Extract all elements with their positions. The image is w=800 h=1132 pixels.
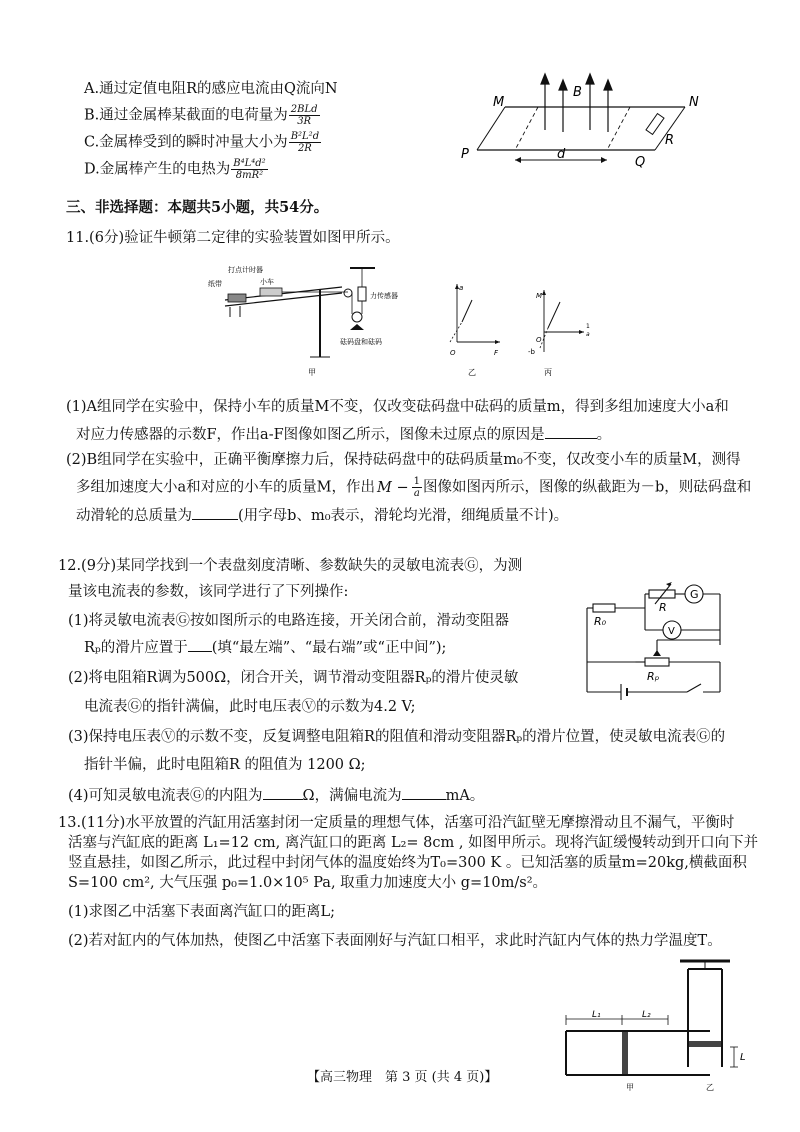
label-jia: 甲: [626, 1083, 634, 1092]
label-a-axis: a: [459, 284, 464, 292]
q12-step1-hint: (填“最左端”、“最右端”或“正中间”);: [211, 640, 447, 656]
label-cart: 小车: [260, 278, 274, 286]
label-inv-a-num: 1: [586, 323, 590, 330]
option-a: A.通过定值电阻R的感应电流由Q流向N: [84, 81, 338, 97]
q12-step4-text-a: (4)可知灵敏电流表Ⓖ的内阻为: [68, 788, 263, 804]
answer-blank[interactable]: [545, 424, 597, 439]
fraction-numerator: 2BLd: [290, 104, 318, 115]
q12-step2-a: (2)将电阻箱R调为500Ω，闭合开关，调节滑动变阻器Rₚ的滑片使灵敏: [68, 670, 519, 686]
label-V: V: [668, 626, 675, 637]
q13-line4: S=100 cm², 大气压强 p₀=1.0×10⁵ Pa, 取重力加速度大小 g=10m/s²。: [68, 875, 548, 891]
label-M-axis: M: [536, 292, 543, 300]
option-c-fraction: [289, 131, 321, 154]
label-N: N: [689, 95, 699, 110]
label-Q: Q: [635, 155, 646, 170]
q11-part2-line2: [76, 476, 751, 499]
label-L1: L₁: [592, 1010, 601, 1020]
option-b-fraction: [289, 104, 320, 127]
q11-part2-line1: (2)B组同学在实验中，正确平衡摩擦力后，保持砝码盘中的砝码质量m₀不变，仅改变小车的质量M，测得: [66, 452, 741, 468]
q12-step3-b: 指针半偏，此时电阻箱R 的阻值为 1200 Ω;: [84, 757, 366, 773]
q11-stem: 11.(6分)验证牛顿第二定律的实验装置如图甲所示。: [66, 230, 400, 246]
label-R: R: [659, 601, 667, 614]
option-d-fraction: [231, 158, 267, 181]
label-weight-tray: 砝码盘和砝码: [340, 338, 382, 346]
fraction-denominator: a: [413, 488, 420, 499]
label-tape: 纸带: [208, 280, 222, 288]
label-P: P: [461, 147, 469, 162]
fraction-denominator: 8mR²: [235, 170, 264, 181]
q11-part2-text-b: 图像如图丙所示，图像的纵截距为－b，则砝码盘和: [422, 479, 752, 496]
q12-step1-text: Rₚ的滑片应置于: [84, 640, 188, 656]
label-M: M: [493, 95, 505, 110]
fraction-denominator: 3R: [297, 116, 312, 127]
q11-part1-line1: (1)A组同学在实验中，保持小车的质量M不变，仅改变砝码盘中砝码的质量m，得到多组加速度大小a和: [66, 399, 729, 415]
label-L: L: [740, 1052, 746, 1063]
fraction-numerator: 1: [413, 476, 420, 487]
q12-step2-b: 电流表Ⓖ的指针满偏，此时电压表Ⓥ的示数为4.2 V;: [84, 699, 416, 715]
label-bing: 丙: [544, 368, 552, 377]
label-timer: 打点计时器: [228, 266, 263, 274]
q12-step4-text-b: Ω，满偏电流为: [302, 788, 402, 804]
q12-line1: 12.(9分)某同学找到一个表盘刻度清晰、参数缺失的灵敏电流表Ⓖ，为测: [58, 558, 523, 574]
q11-part2-text-a: 多组加速度大小a和对应的小车的质量M，作出: [76, 479, 375, 496]
q11-part2-line3: [76, 505, 568, 526]
answer-blank[interactable]: [188, 637, 212, 652]
option-c: [84, 131, 322, 154]
q11-part1-text: 对应力传感器的示数F，作出a-F图像如图乙所示，图像未过原点的原因是: [76, 427, 545, 443]
label-inv-a-den: a: [586, 331, 590, 338]
q13-part2: (2)若对缸内的气体加热，使图乙中活塞下表面刚好与汽缸口相平，求此时汽缸内气体的热力学温度T。: [68, 933, 722, 949]
cylinder-figures: [560, 955, 770, 1095]
label-B: B: [573, 85, 582, 100]
newton-law-apparatus-figure: [200, 262, 610, 380]
q12-step1-a: (1)将灵敏电流表Ⓖ按如图所示的电路连接，开关闭合前，滑动变阻器: [68, 613, 510, 629]
q12-step4-text-c: mA。: [445, 788, 485, 804]
label-R0: R₀: [594, 615, 607, 628]
label-Rp: Rₚ: [647, 670, 660, 683]
q13-line3: 竖直悬挂，如图乙所示，此过程中封闭气体的温度始终为T₀=300 K 。已知活塞的质量m=20kg,横截面积: [68, 855, 747, 871]
q11-part2-text-d: (用字母b、m₀表示，滑轮均光滑，细绳质量不计)。: [238, 508, 569, 524]
q11-part1-line2: [76, 424, 611, 445]
q13-line1: 13.(11分)水平放置的汽缸用活塞封闭一定质量的理想气体，活塞可沿汽缸壁无摩擦滑动且不漏气，平衡时: [58, 815, 735, 831]
label-L2: L₂: [642, 1010, 651, 1020]
q12-step1-b: [84, 637, 446, 658]
q11-part1-end: 。: [596, 427, 612, 443]
label-force-sensor: 力传感器: [370, 292, 398, 300]
circuit-diagram: [575, 580, 735, 705]
fraction-denominator: 2R: [297, 143, 312, 154]
option-b-text: B.通过金属棒某截面的电荷量为: [84, 107, 288, 124]
answer-blank[interactable]: [402, 785, 446, 800]
label-F-axis: F: [494, 349, 499, 357]
q12-step4: [68, 785, 484, 806]
q12-step3-a: (3)保持电压表Ⓥ的示数不变，反复调整电阻箱R的阻值和滑动变阻器Rₚ的滑片位置，使灵敏电流表Ⓖ的: [68, 729, 726, 745]
label-origin-2: O: [536, 336, 542, 344]
q12-line2: 量该电流表的参数，该同学进行了下列操作:: [68, 584, 349, 600]
option-b: [84, 104, 321, 127]
answer-blank[interactable]: [192, 505, 238, 520]
label-jia: 甲: [308, 368, 316, 377]
section-title: 三、非选择题：本题共5小题，共54分。: [66, 199, 329, 216]
option-d-text: D.金属棒产生的电热为: [84, 161, 231, 178]
answer-blank[interactable]: [263, 785, 303, 800]
q13-part1: (1)求图乙中活塞下表面离汽缸口的距离L;: [68, 904, 336, 920]
fraction-numerator: B²L²d: [290, 131, 320, 142]
option-c-text: C.金属棒受到的瞬时冲量大小为: [84, 134, 288, 151]
page-footer: 【高三物理 第 3 页 (共 4 页)】: [307, 1070, 498, 1085]
fraction-numerator: B⁴L⁴d²: [233, 158, 266, 169]
q11-part2-text-c: 动滑轮的总质量为: [76, 508, 192, 524]
inverse-a-fraction: [412, 476, 422, 499]
label-yi: 乙: [468, 368, 476, 377]
q13-line2: 活塞与汽缸底的距离 L₁=12 cm, 离汽缸口的距离 L₂= 8cm , 如图甲所示。现将汽缸缓慢转动到开口向下并: [68, 835, 759, 851]
label-minus-b: -b: [528, 348, 535, 356]
label-G: G: [690, 588, 699, 601]
label-d: d: [557, 147, 566, 162]
label-yi: 乙: [706, 1083, 714, 1092]
rails-magnetic-field-figure: [455, 70, 705, 170]
option-d: [84, 158, 269, 181]
q11-part2-math: M −: [377, 479, 409, 496]
label-R: R: [665, 133, 675, 148]
label-origin: O: [450, 349, 456, 357]
